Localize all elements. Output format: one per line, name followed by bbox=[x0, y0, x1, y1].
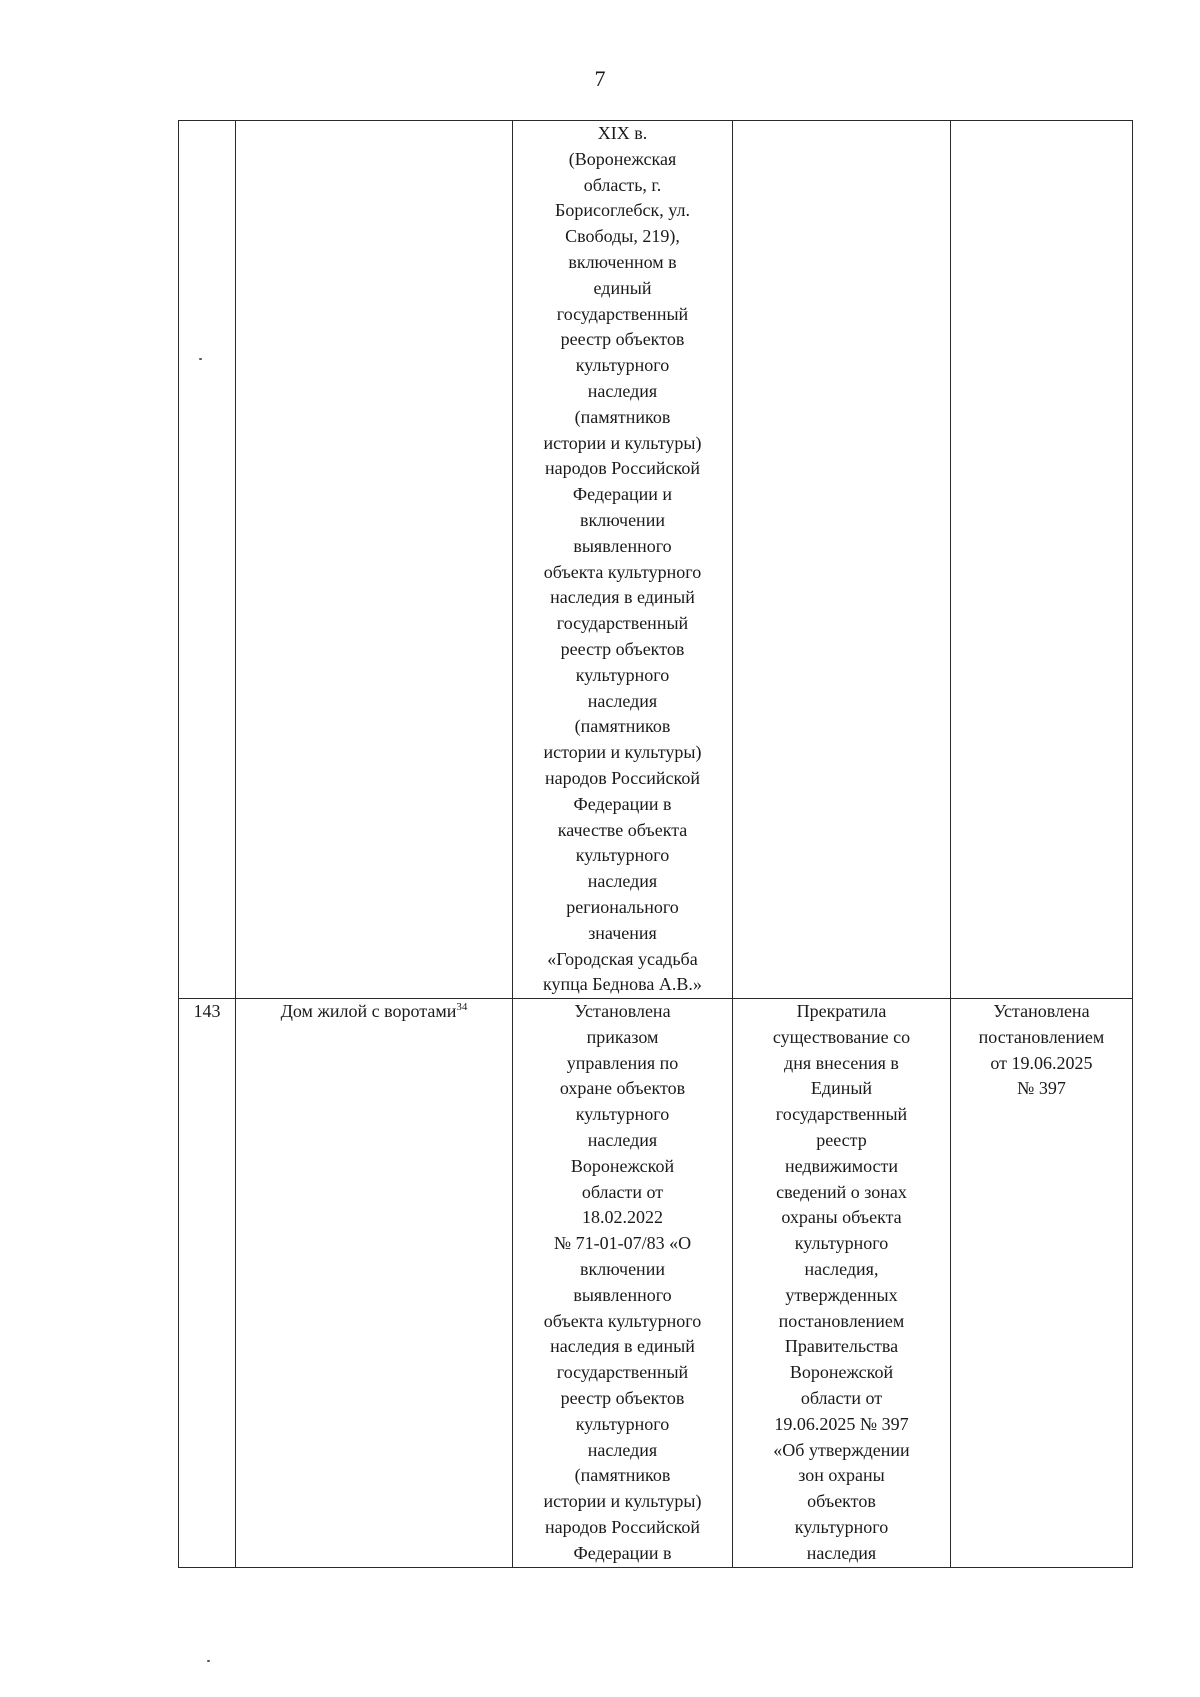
object-name-text: Дом жилой с воротами bbox=[280, 1001, 457, 1022]
table-row bbox=[179, 121, 1133, 999]
object-name-cell bbox=[236, 121, 513, 999]
table-row bbox=[179, 999, 1133, 1568]
footnote-marker: 34 bbox=[456, 1001, 468, 1014]
termination-cell: Прекратила существование со дня внесения в Единый государственный реестр недвижимости сведений о зонах охраны объекта культурного наследия, утвержденных постановлением Правительства Воронежской области от 19.06.2025 № 397 «Об утверждении зон охраны объектов культурного наследия bbox=[733, 999, 951, 1568]
current-status-cell: Установлена постановлением от 19.06.2025 № 397 bbox=[951, 999, 1133, 1568]
row-number-cell bbox=[179, 121, 236, 999]
page-number: 7 bbox=[594, 66, 606, 91]
scan-speck bbox=[207, 1660, 210, 1662]
establishment-basis-cell: XIX в. (Воронежская область, г. Борисоглебск, ул. Свободы, 219), включенном в единый государственный реестр объектов культурного наследия (памятников истории и культуры) народов Российской Федерации и включении выявленного объекта культурного наследия в единый государственный реестр объектов культурного наследия (памятников истории и культуры) народов Российской Федерации в качестве объекта культурного наследия регионального значения «Городская усадьба купца Беднова А.В.» bbox=[513, 121, 733, 999]
establishment-basis-cell: Установлена приказом управления по охране объектов культурного наследия Воронежской области от 18.02.2022 № 71-01-07/83 «О включении выявленного объекта культурного наследия в единый государственный реестр объектов культурного наследия (памятников истории и культуры) народов Российской Федерации в bbox=[513, 999, 733, 1568]
current-status-cell bbox=[951, 121, 1133, 999]
object-name-cell bbox=[236, 999, 513, 1568]
heritage-objects-table bbox=[178, 120, 1133, 1568]
termination-cell bbox=[733, 121, 951, 999]
scan-speck bbox=[199, 358, 202, 360]
row-number-cell: 143 bbox=[179, 999, 236, 1568]
